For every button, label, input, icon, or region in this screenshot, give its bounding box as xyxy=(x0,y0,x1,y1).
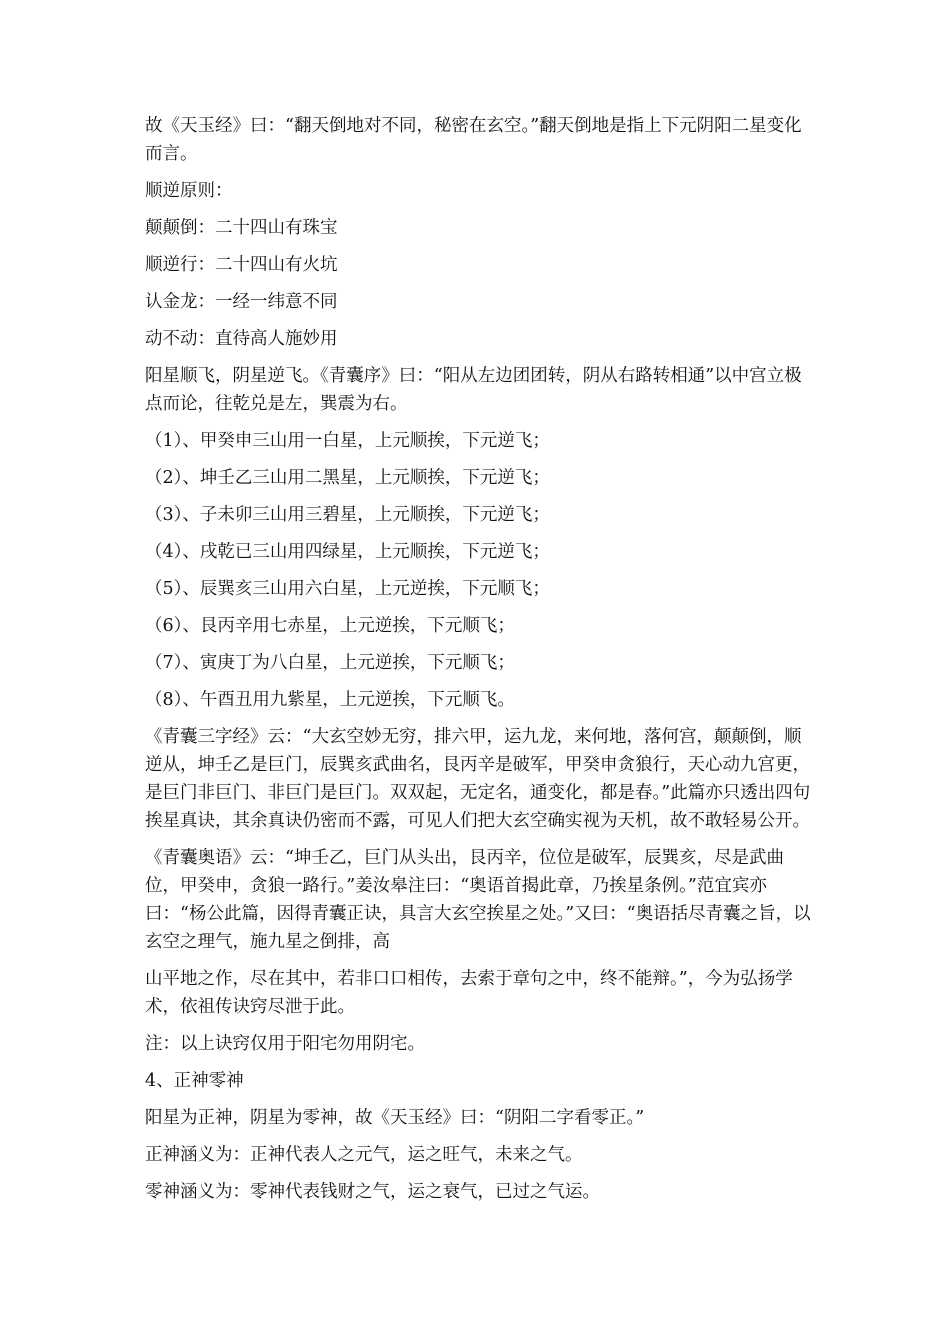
paragraph-zhengshen-meaning: 正神涵义为：正神代表人之元气，运之旺气，未来之气。 xyxy=(145,1145,583,1165)
list-item-8: （8）、午酉丑用九紫星，上元逆挨，下元顺飞。 xyxy=(145,690,515,710)
list-item-1: （1）、甲癸申三山用一白星，上元顺挨，下元逆飞； xyxy=(145,431,550,451)
paragraph-principle-heading: 顺逆原则： xyxy=(145,181,233,201)
paragraph-aoyu: 《青囊奥语》云：“坤壬乙，巨门从头出，艮丙辛，位位是破军，辰巽亥，尽是武曲位，甲癸申，贪狼一路行。”姜汝皋注曰：“奥语首揭此章，乃挨星条例。”范宜宾亦曰：“杨公此篇，因得青囊正诀，具言大玄空挨星之处。”又曰：“奥语括尽青囊之旨，以玄空之理气，施九星之倒排，高 xyxy=(145,848,811,952)
paragraph-note: 注：以上诀窍仅用于阳宅勿用阴宅。 xyxy=(145,1034,425,1054)
paragraph-rule-3: 认金龙：一经一纬意不同 xyxy=(145,292,338,312)
paragraph-aoyu-continued: 山平地之作，尽在其中，若非口口相传，去索于章句之中，终不能辩。”，今为弘扬学术，依祖传诀窍尽泄于此。 xyxy=(145,969,793,1017)
paragraph-tianyujing-quote: 故《天玉经》曰：“翻天倒地对不同，秘密在玄空。”翻天倒地是指上下元阴阳二星变化而言。 xyxy=(145,116,802,164)
paragraph-zhengshen-lingshen-def: 阳星为正神，阴星为零神，故《天玉经》曰：“阴阳二字看零正。” xyxy=(145,1108,645,1128)
list-item-7: （7）、寅庚丁为八白星，上元逆挨，下元顺飞； xyxy=(145,653,515,673)
list-item-4: （4）、戌乾已三山用四绿星，上元顺挨，下元逆飞； xyxy=(145,542,550,562)
list-item-6: （6）、艮丙辛用七赤星，上元逆挨，下元顺飞； xyxy=(145,616,515,636)
section-heading-zhengshen-lingshen: 4、正神零神 xyxy=(145,1071,244,1091)
list-item-3: （3）、子未卯三山用三碧星，上元顺挨，下元逆飞； xyxy=(145,505,550,525)
paragraph-yang-yin-flight: 阳星顺飞，阴星逆飞。《青囊序》曰：“阳从左边团团转，阴从右路转相通”以中宫立极点而论，往乾兑是左，巽震为右。 xyxy=(145,366,802,414)
paragraph-rule-4: 动不动：直待高人施妙用 xyxy=(145,329,338,349)
paragraph-lingshen-meaning: 零神涵义为：零神代表钱财之气，运之衰气，已过之气运。 xyxy=(145,1182,600,1202)
list-item-5: （5）、辰巽亥三山用六白星，上元逆挨，下元顺飞； xyxy=(145,579,550,599)
list-item-2: （2）、坤壬乙三山用二黑星，上元顺挨，下元逆飞； xyxy=(145,468,550,488)
paragraph-sanzijing: 《青囊三字经》云：“大玄空妙无穷，排六甲，运九龙，来何地，落何宫，颠颠倒，顺逆从，坤壬乙是巨门，辰巽亥武曲名，艮丙辛是破军，甲癸申贪狼行，天心动九宫更，是巨门非巨门、非巨门是巨门。双双起，无定名，通变化，都是春。”此篇亦只透出四句挨星真诀，其余真诀仍密而不露，可见人们把大玄空确实视为天机，故不敢轻易公开。 xyxy=(145,727,811,831)
paragraph-rule-2: 顺逆行：二十四山有火坑 xyxy=(145,255,338,275)
document-body xyxy=(145,112,815,1206)
paragraph-rule-1: 颠颠倒：二十四山有珠宝 xyxy=(145,218,338,238)
